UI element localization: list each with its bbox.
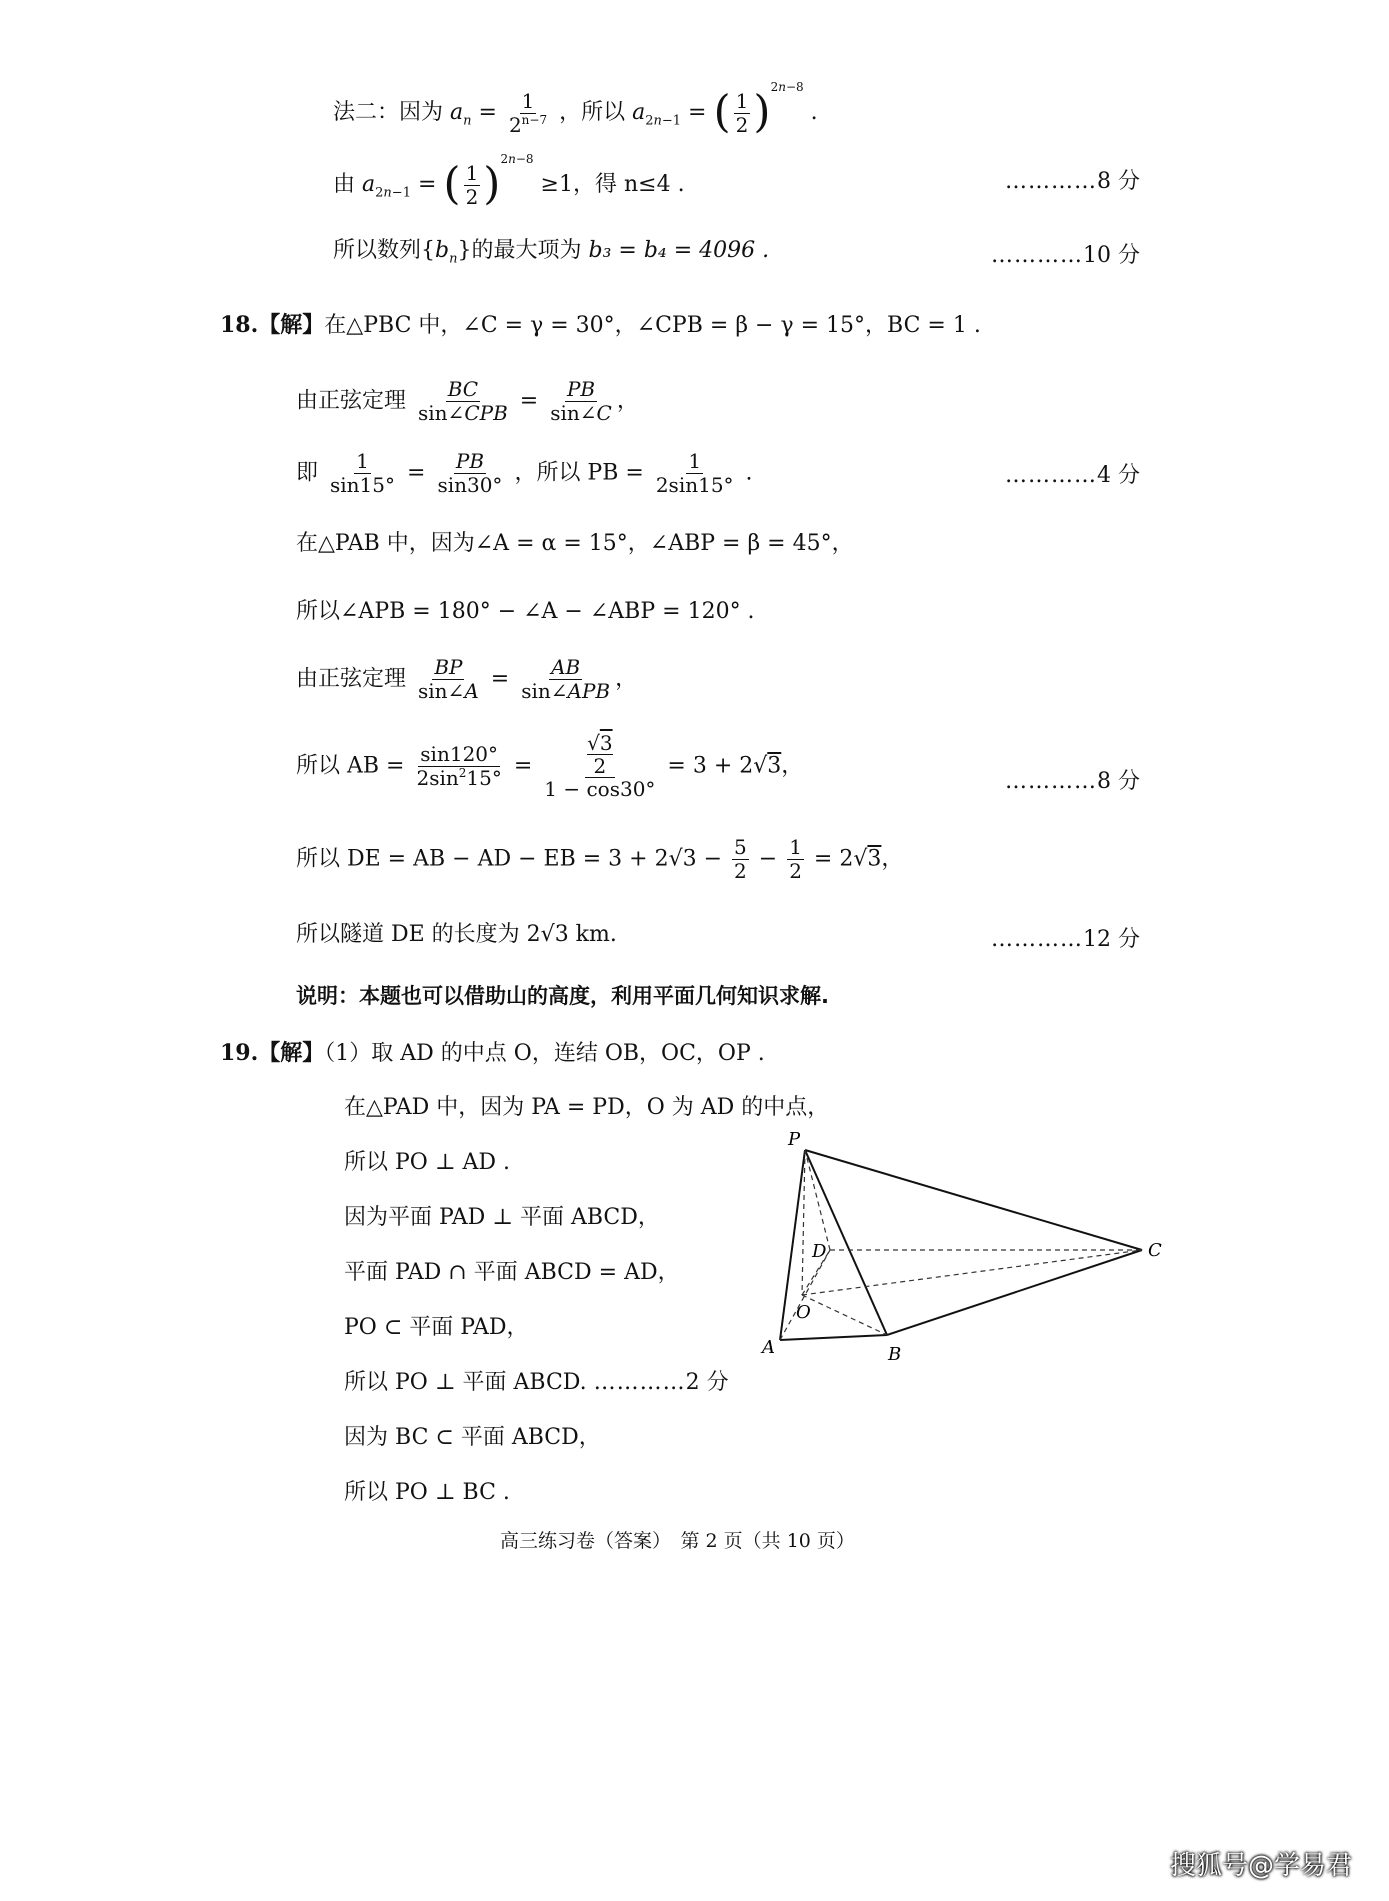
method2-so: ，所以 xyxy=(559,100,626,125)
q19-line2: 在△PAD 中，因为 PA = PD，O 为 AD 的中点， xyxy=(344,1095,830,1120)
watermark: 搜狐号@学易君 xyxy=(1170,1851,1353,1881)
q19-line1: 19.【解】（1）取 AD 的中点 O，连结 OB，OC，OP . xyxy=(220,1040,765,1066)
fraction: $\frac{1}{2^{n-7}}$ xyxy=(508,88,548,137)
score-8b: …………8 分 xyxy=(1005,769,1140,794)
score-12: …………12 分 xyxy=(991,927,1140,952)
label-B: B xyxy=(888,1344,902,1365)
q18-line1: 18.【解】在△PBC 中，∠C = γ = 30°，∠CPB = β − γ = 15°，BC = 1 . xyxy=(220,312,981,338)
method2-line2: 由 $a_{2n-1}$ = ( $\frac{1}{2}$ )$^{2n-8}$ ≥1，得 n≤4 . xyxy=(333,152,685,210)
method2-result: n≤4 . xyxy=(623,172,685,197)
q19-line9: 所以 PO ⊥ BC . xyxy=(344,1480,510,1505)
label-O: O xyxy=(796,1302,811,1323)
q19-line6: PO ⊂ 平面 PAD， xyxy=(344,1315,529,1340)
q18-line3: 即 $\frac{1}{\sin 15^\circ}$ = $\frac{PB}{\sin 30^\circ}$ ，所以 PB = $\frac{1}{2\sin 15^\circ}$ . xyxy=(296,449,753,497)
q18-line5: 所以∠APB = 180° − ∠A − ∠ABP = 120° . xyxy=(296,599,755,624)
q19-line5: 平面 PAD ∩ 平面 ABCD = AD， xyxy=(344,1260,680,1285)
label-D: D xyxy=(812,1241,827,1262)
q18-line7: 所以 AB = $\frac{\sin 120^\circ}{2\sin^215^\circ}$ = $\frac{\frac{√3}{2}}{1 - \cos 30^\circ}$ = 3 + 2√3， xyxy=(296,731,804,801)
page-footer: 高三练习卷（答案） 第 2 页（共 10 页） xyxy=(500,1530,855,1552)
score-10: …………10 分 xyxy=(991,243,1140,268)
q18-line2: 由正弦定理 $\frac{BC}{\text{sin∠CPB}}$ = $\frac{PB}{\sin\angle C}$ ， xyxy=(296,377,639,425)
q18-line6: 由正弦定理 $\frac{BP}{\sin\angle A}$ = $\frac{AB}{\text{sin∠APB}}$ ， xyxy=(296,655,638,703)
q18-number: 18. xyxy=(220,312,259,338)
q19-number: 19. xyxy=(220,1040,259,1066)
label-P: P xyxy=(788,1129,801,1150)
max-term: b₃ = b₄ = 4096 . xyxy=(588,238,770,263)
q19-line4: 因为平面 PAD ⊥ 平面 ABCD， xyxy=(344,1205,660,1230)
q19-line8: 因为 BC ⊂ 平面 ABCD， xyxy=(344,1425,601,1450)
q18-solution-tag: 【解】 xyxy=(258,312,325,338)
q18-note: 说明：本题也可以借助山的高度，利用平面几何知识求解. xyxy=(296,984,829,1008)
q18-line9: 所以隧道 DE 的长度为 2√3 km. xyxy=(296,922,617,947)
q18-line8: 所以 DE = AB − AD − EB = 3 + 2√3 − $\frac{5}{2}$ − $\frac{1}{2}$ = 2√3， xyxy=(296,835,904,883)
label-C: C xyxy=(1148,1240,1162,1261)
method2-geq: ≥1，得 xyxy=(540,172,617,197)
method2-line1: 法二：因为 $a_n$ = $\frac{1}{2^{n-7}}$ ，所以 $a_{2n-1}$ = ( $\frac{1}{2}$ )$^{2n-8}$ . xyxy=(333,80,818,138)
method2-lead: 法二：因为 xyxy=(333,100,444,125)
score-2: 2 分 xyxy=(685,1370,729,1395)
q19-solution-tag: 【解】 xyxy=(258,1040,325,1066)
pyramid-figure xyxy=(740,1125,1160,1365)
method2-line3: 所以数列$\{b_n\}$的最大项为 b₃ = b₄ = 4096 . xyxy=(333,238,770,267)
q18-line4: 在△PAB 中，因为∠A = α = 15°，∠ABP = β = 45°， xyxy=(296,531,854,556)
method2-from: 由 xyxy=(333,172,356,197)
q19-line3: 所以 PO ⊥ AD . xyxy=(344,1150,511,1175)
score-8: …………8 分 xyxy=(1005,169,1140,194)
score-4: …………4 分 xyxy=(1005,463,1140,488)
label-A: A xyxy=(762,1337,775,1358)
q19-line7: 所以 PO ⊥ 平面 ABCD. …………2 分 xyxy=(344,1370,729,1395)
